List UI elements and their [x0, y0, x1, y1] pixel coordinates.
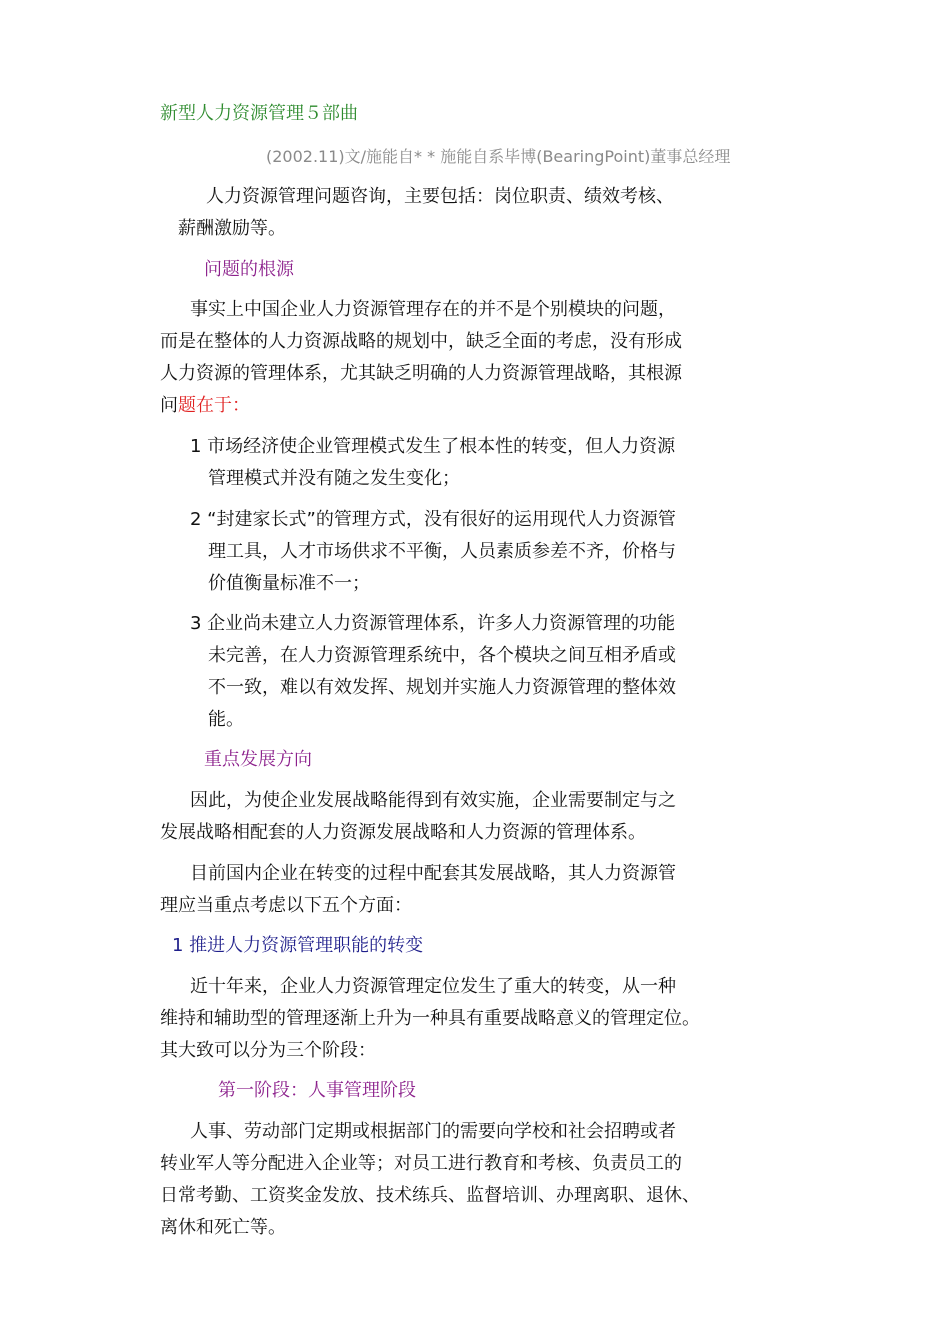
paragraph-line: 转业军人等分配进入企业等；对员工进行教育和考核、负责员工的	[160, 1153, 682, 1174]
paragraph-line: 发展战略相配套的人力资源发展战略和人力资源的管理体系。	[160, 822, 646, 843]
list-item-3-line: 3 企业尚未建立人力资源管理体系，许多人力资源管理的功能	[190, 613, 676, 634]
list-item-3-line: 不一致，难以有效发挥、规划并实施人力资源管理的整体效	[208, 677, 676, 698]
stage-heading: 第一阶段：人事管理阶段	[218, 1080, 416, 1101]
intro-line: 薪酬激励等。	[178, 218, 286, 239]
paragraph-line: 离休和死亡等。	[160, 1217, 286, 1238]
paragraph-line: 而是在整体的人力资源战略的规划中，缺乏全面的考虑，没有形成	[160, 331, 682, 352]
paragraph-line: 目前国内企业在转变的过程中配套其发展战略，其人力资源管	[190, 863, 676, 884]
section-heading-root-cause: 问题的根源	[204, 259, 294, 280]
paragraph-line: 事实上中国企业人力资源管理存在的并不是个别模块的问题，	[190, 299, 676, 320]
list-item-2-line: 2 “封建家长式”的管理方式，没有很好的运用现代人力资源管	[190, 509, 676, 530]
list-item-1-line: 管理模式并没有随之发生变化；	[208, 468, 460, 489]
paragraph-line: 因此，为使企业发展战略能得到有效实施，企业需要制定与之	[190, 790, 676, 811]
paragraph-line: 人事、劳动部门定期或根据部门的需要向学校和社会招聘或者	[190, 1121, 676, 1142]
byline: (2002.11)文/施能自* * 施能自系毕博(BearingPoint)董事总经理	[266, 147, 731, 166]
highlighted-text: 题在于：	[178, 395, 250, 416]
paragraph-line: 人力资源的管理体系，尤其缺乏明确的人力资源管理战略，其根源	[160, 363, 682, 384]
paragraph-line: 近十年来，企业人力资源管理定位发生了重大的转变，从一种	[190, 976, 676, 997]
paragraph-line	[160, 395, 250, 417]
section-heading-hr-function-shift: 1 推进人力资源管理职能的转变	[172, 935, 424, 956]
paragraph-line: 日常考勤、工资奖金发放、技术练兵、监督培训、办理离职、退休、	[160, 1185, 700, 1206]
list-item-1-line: 1 市场经济使企业管理模式发生了根本性的转变，但人力资源	[190, 436, 676, 457]
list-item-3-line: 未完善，在人力资源管理系统中，各个模块之间互相矛盾或	[208, 645, 676, 666]
list-item-2-line: 价值衡量标准不一；	[208, 573, 370, 594]
document-title: 新型人力资源管理５部曲	[160, 103, 358, 124]
paragraph-line: 理应当重点考虑以下五个方面：	[160, 895, 412, 916]
paragraph-line: 维持和辅助型的管理逐渐上升为一种具有重要战略意义的管理定位。	[160, 1008, 700, 1029]
paragraph-line: 其大致可以分为三个阶段：	[160, 1040, 376, 1061]
paragraph-text: 问	[160, 395, 178, 416]
list-item-3-line: 能。	[208, 709, 244, 730]
intro-line: 人力资源管理问题咨询，主要包括：岗位职责、绩效考核、	[206, 186, 674, 207]
list-item-2-line: 理工具，人才市场供求不平衡，人员素质参差不齐，价格与	[208, 541, 676, 562]
section-heading-development-direction: 重点发展方向	[204, 749, 312, 770]
